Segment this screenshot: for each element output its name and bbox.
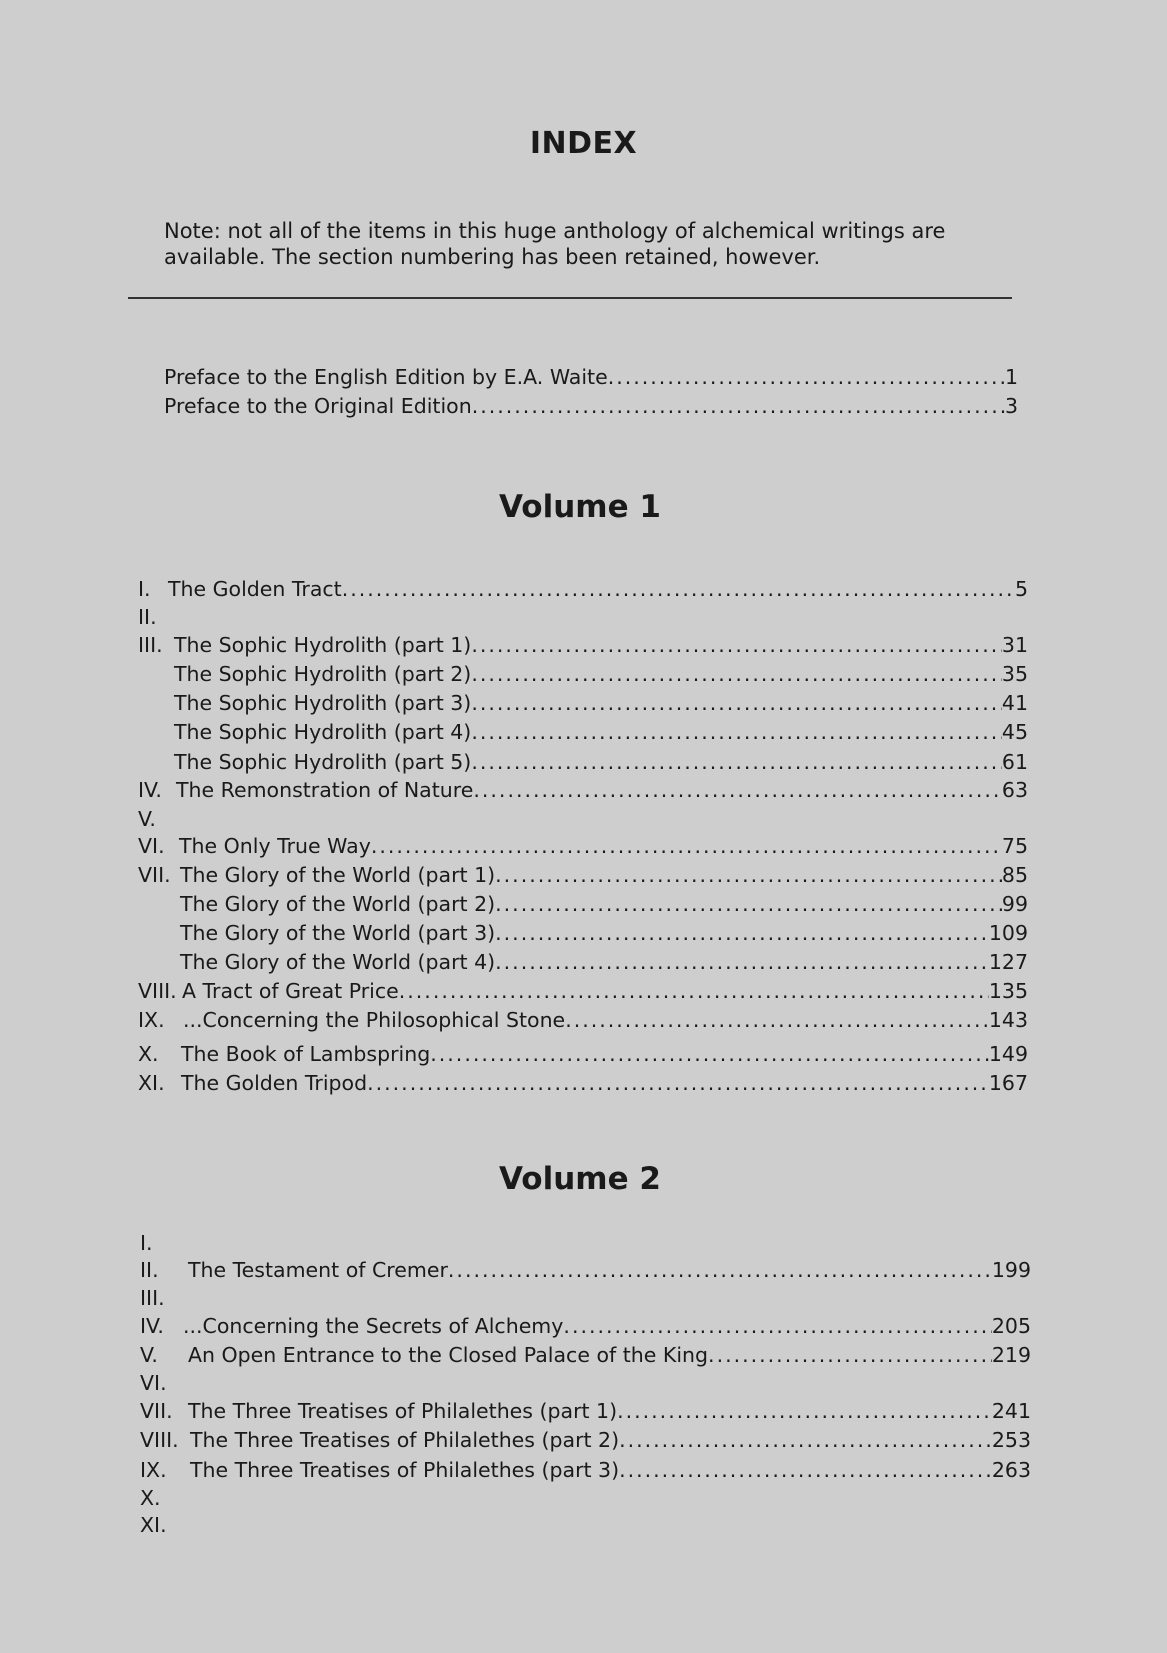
entry-title: The Sophic Hydrolith (part 1) <box>174 633 472 657</box>
leader-dots <box>471 689 1002 717</box>
entry-title: The Only True Way <box>179 834 371 858</box>
entry-title: ...Concerning the Secrets of Alchemy <box>183 1314 564 1338</box>
entry-page: 167 <box>988 1071 1028 1095</box>
entry-number: III. <box>138 633 163 657</box>
entry-page: 5 <box>1014 577 1028 601</box>
entry-title: Preface to the Original Edition <box>164 394 472 418</box>
entry-title: The Sophic Hydrolith (part 5) <box>174 750 472 774</box>
leader-dots <box>619 1426 992 1454</box>
entry-page: 149 <box>988 1042 1028 1066</box>
entry-number: X. <box>140 1486 161 1510</box>
toc-entry[interactable] <box>138 1006 1028 1034</box>
entry-title: The Book of Lambspring <box>181 1042 431 1066</box>
entry-title: The Three Treatises of Philalethes (part 2) <box>190 1428 620 1452</box>
toc-entry[interactable] <box>140 1456 1031 1484</box>
entry-page: 85 <box>1001 863 1028 887</box>
toc-entry[interactable] <box>138 977 1028 1005</box>
leader-dots <box>619 1456 992 1484</box>
leader-dots <box>371 832 1002 860</box>
toc-entry[interactable] <box>140 1341 1031 1369</box>
page-title: INDEX <box>529 126 638 161</box>
toc-entry[interactable] <box>138 1040 1028 1068</box>
toc-entry[interactable] <box>138 1069 1028 1097</box>
volume-2-heading: Volume 2 <box>499 1161 661 1197</box>
leader-dots <box>708 1341 992 1369</box>
entry-number: III. <box>140 1286 165 1310</box>
toc-entry <box>140 1511 1031 1539</box>
entry-title: Preface to the English Edition by E.A. Waite <box>164 365 608 389</box>
entry-number: XI. <box>138 1071 165 1095</box>
preface-entry[interactable] <box>164 392 1018 420</box>
toc-entry[interactable] <box>140 1426 1031 1454</box>
leader-dots <box>367 1069 989 1097</box>
entry-page: 205 <box>991 1314 1031 1338</box>
entry-number: VIII. <box>138 979 177 1003</box>
entry-number: IX. <box>138 1008 165 1032</box>
entry-page: 75 <box>1001 834 1028 858</box>
entry-number: I. <box>140 1231 153 1255</box>
volume-1-heading: Volume 1 <box>499 489 661 525</box>
entry-page: 63 <box>1001 778 1028 802</box>
divider <box>128 297 1012 299</box>
entry-page: 127 <box>988 950 1028 974</box>
entry-page: 263 <box>991 1458 1031 1482</box>
toc-entry[interactable] <box>138 689 1028 717</box>
entry-title: The Sophic Hydrolith (part 2) <box>174 662 472 686</box>
entry-page: 199 <box>991 1258 1031 1282</box>
leader-dots <box>608 363 1005 391</box>
entry-number: IV. <box>138 778 162 802</box>
entry-title: The Glory of the World (part 3) <box>180 921 496 945</box>
leader-dots <box>471 748 1002 776</box>
entry-number: I. <box>138 577 151 601</box>
entry-page: 1 <box>1004 365 1018 389</box>
entry-page: 241 <box>991 1399 1031 1423</box>
entry-number: VI. <box>140 1371 167 1395</box>
entry-number: VIII. <box>140 1428 179 1452</box>
leader-dots <box>472 392 1005 420</box>
toc-entry[interactable] <box>138 776 1028 804</box>
entry-number: VI. <box>138 834 165 858</box>
toc-entry <box>140 1229 1031 1257</box>
toc-entry[interactable] <box>140 1312 1031 1340</box>
entry-page: 219 <box>991 1343 1031 1367</box>
entry-number: IV. <box>140 1314 164 1338</box>
leader-dots <box>448 1256 992 1284</box>
toc-entry <box>138 805 1028 833</box>
entry-page: 3 <box>1004 394 1018 418</box>
toc-entry[interactable] <box>138 660 1028 688</box>
toc-entry[interactable] <box>138 575 1028 603</box>
toc-entry[interactable] <box>138 748 1028 776</box>
entry-page: 99 <box>1001 892 1028 916</box>
entry-page: 31 <box>1001 633 1028 657</box>
leader-dots <box>495 861 1002 889</box>
entry-title: The Three Treatises of Philalethes (part 3) <box>190 1458 620 1482</box>
toc-entry[interactable] <box>140 1397 1031 1425</box>
entry-title: The Glory of the World (part 1) <box>180 863 496 887</box>
entry-number: II. <box>140 1258 159 1282</box>
toc-entry[interactable] <box>138 890 1028 918</box>
entry-number: VII. <box>140 1399 173 1423</box>
leader-dots <box>342 575 1015 603</box>
entry-title: An Open Entrance to the Closed Palace of the King <box>188 1343 709 1367</box>
note-text: Note: not all of the items in this huge anthology of alchemical writings are available. The section numbering has been retained, however. <box>164 219 946 269</box>
entry-title: The Golden Tripod <box>181 1071 368 1095</box>
entry-page: 35 <box>1001 662 1028 686</box>
entry-title: A Tract of Great Price <box>182 979 399 1003</box>
entry-page: 253 <box>991 1428 1031 1452</box>
entry-number: IX. <box>140 1458 167 1482</box>
entry-page: 109 <box>988 921 1028 945</box>
entry-page: 135 <box>988 979 1028 1003</box>
leader-dots <box>563 1312 991 1340</box>
entry-title: The Glory of the World (part 2) <box>180 892 496 916</box>
entry-page: 45 <box>1001 720 1028 744</box>
entry-title: The Three Treatises of Philalethes (part 1) <box>188 1399 618 1423</box>
entry-page: 61 <box>1001 750 1028 774</box>
entry-page: 41 <box>1001 691 1028 715</box>
toc-entry[interactable] <box>138 919 1028 947</box>
leader-dots <box>565 1006 989 1034</box>
entry-number: II. <box>138 605 157 629</box>
toc-entry <box>140 1484 1031 1512</box>
entry-title: The Glory of the World (part 4) <box>180 950 496 974</box>
leader-dots <box>495 948 989 976</box>
leader-dots <box>430 1040 989 1068</box>
toc-entry[interactable] <box>138 948 1028 976</box>
leader-dots <box>495 919 989 947</box>
leader-dots <box>473 776 1002 804</box>
leader-dots <box>495 890 1002 918</box>
preface-entry[interactable] <box>164 363 1018 391</box>
entry-title: The Testament of Cremer <box>188 1258 448 1282</box>
entry-number: V. <box>138 807 156 831</box>
leader-dots <box>471 631 1002 659</box>
toc-entry[interactable] <box>138 718 1028 746</box>
toc-entry <box>138 603 1028 631</box>
toc-entry[interactable] <box>138 861 1028 889</box>
leader-dots <box>471 660 1002 688</box>
entry-number: XI. <box>140 1513 167 1537</box>
entry-number: VII. <box>138 863 171 887</box>
toc-entry <box>140 1284 1031 1312</box>
toc-entry <box>140 1369 1031 1397</box>
leader-dots <box>471 718 1002 746</box>
toc-entry[interactable] <box>138 631 1028 659</box>
entry-title: The Sophic Hydrolith (part 3) <box>174 691 472 715</box>
entry-page: 143 <box>988 1008 1028 1032</box>
entry-title: The Golden Tract <box>168 577 342 601</box>
leader-dots <box>617 1397 992 1425</box>
entry-title: The Sophic Hydrolith (part 4) <box>174 720 472 744</box>
entry-number: X. <box>138 1042 159 1066</box>
leader-dots <box>399 977 989 1005</box>
entry-title: ...Concerning the Philosophical Stone <box>183 1008 566 1032</box>
toc-entry[interactable] <box>138 832 1028 860</box>
toc-entry[interactable] <box>140 1256 1031 1284</box>
entry-title: The Remonstration of Nature <box>176 778 474 802</box>
entry-number: V. <box>140 1343 158 1367</box>
